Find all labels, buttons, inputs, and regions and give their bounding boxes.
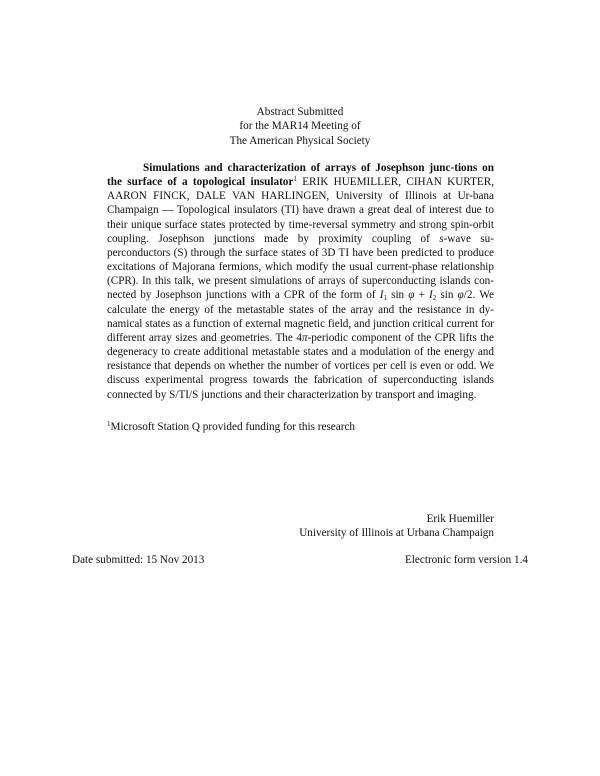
abstract-title: Simulations and characterization of arrays of Josephson junc-tions on the surface of a topological insulator (107, 162, 494, 189)
form-version: Electronic form version 1.4 (404, 554, 528, 566)
date-submitted: Date submitted: 15 Nov 2013 (72, 554, 205, 566)
signature-block (299, 512, 494, 541)
formula-sub2: 2 (432, 294, 437, 303)
author-institution: University of Illinois at Urbana Champaign (299, 527, 494, 540)
formula-i1: I (379, 289, 384, 302)
affiliation: University of Illinois at Ur-bana Champaign (107, 190, 494, 217)
formula-i2: I (429, 289, 433, 302)
meeting-header (0, 105, 600, 148)
cpr-formula (380, 289, 476, 301)
abstract-body (107, 161, 494, 402)
four-pi-number: 4 (296, 331, 302, 344)
title-footnote-marker: 1 (293, 175, 297, 184)
body-part-1: Topological insulators (TI) have drawn a great deal of interest due to their unique surface states protected by time-reversal symmetry and strong spin-orbit coupling. Josephson junctions made by proximity coupling of (107, 204, 494, 245)
four-pi-symbol: π (301, 331, 308, 344)
footnote (107, 420, 497, 434)
formula-plus: + (414, 289, 430, 302)
formula-phi2: φ (457, 289, 464, 302)
body-part-4: -periodic component of the CPR lifts the degeneracy to create additional metastable states and a modulation of the energy and resistance that depends on whether the number of vortices per cell is even or odd. We discuss experimental progress towards the fabrication of superconducting islands connected by S/TI/S junctions and their characterization by transport and imaging. (107, 331, 494, 401)
header-line-1: Abstract Submitted (256, 106, 344, 118)
body-part-3: We calculate the energy of the metastable states of the array and the resistance in dy-namical states as a function of external magnetic field, and junction critical current for different array sizes and geometries. The (107, 289, 494, 344)
formula-phi1: φ (408, 289, 415, 302)
header-line-2: for the MAR14 Meeting of (239, 120, 361, 133)
footnote-text: Microsoft Station Q provided funding for this research (110, 421, 356, 433)
formula-sub1: 1 (383, 294, 387, 303)
formula-sin1: sin (386, 289, 409, 302)
separator: — (158, 204, 177, 217)
body-part-2: -wave su-perconductors (S) through the surface states of 3D TI have been predicted to produce excitations of Majorana fermions, which modify the usual current-phase relationship (CPR). In this talk, we present simulations of arrays of superconducting islands con-nected by Josephson junctions with a CPR of the form of (107, 232, 494, 302)
footnote-marker: 1 (107, 420, 111, 428)
formula-sin2: sin (436, 289, 458, 302)
formula-tail: /2. (463, 289, 476, 302)
author-name: Erik Huemiller (426, 513, 494, 525)
header-line-3: The American Physical Society (229, 134, 371, 147)
authors: ERIK HUEMILLER, CIHAN KURTER, AARON FINCK, DALE VAN HARLINGEN, (107, 176, 494, 203)
s-wave-italic: s (439, 232, 444, 245)
